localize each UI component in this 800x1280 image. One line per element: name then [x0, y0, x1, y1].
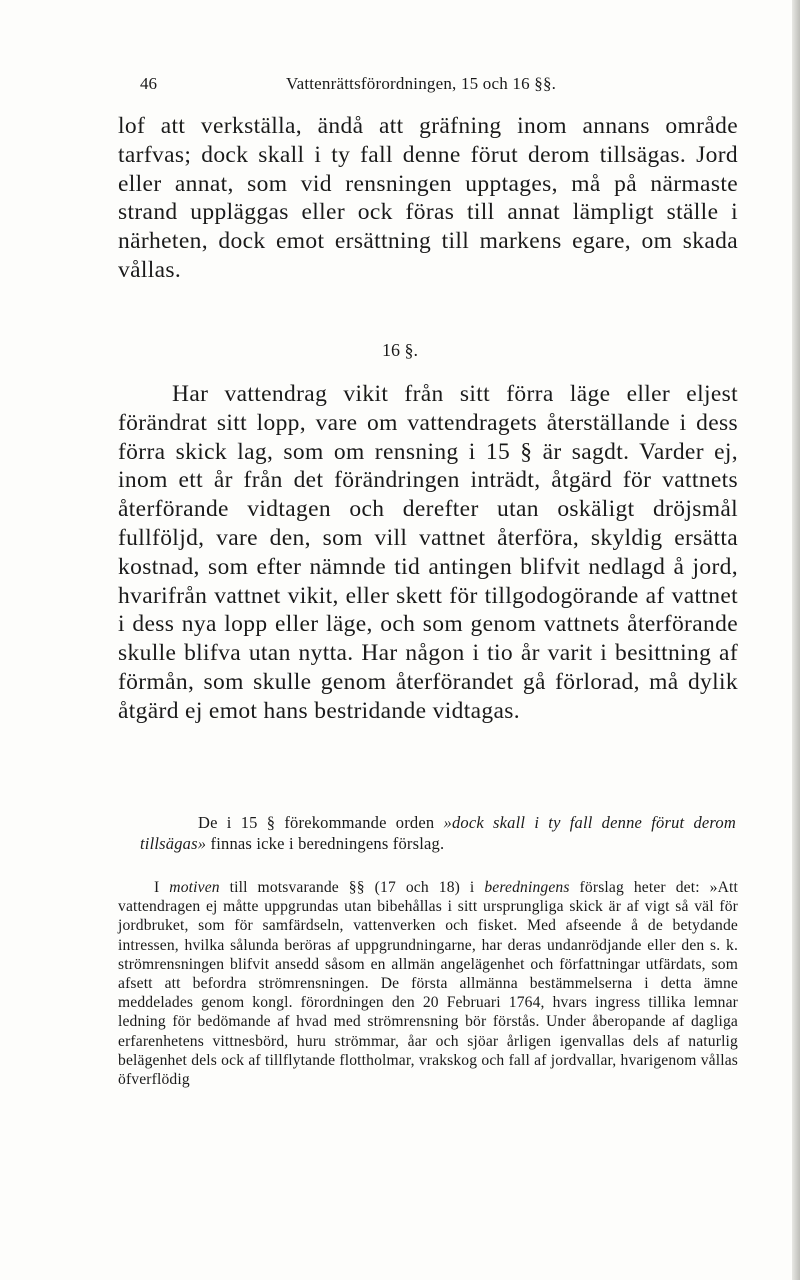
- paragraph-2: [118, 380, 738, 726]
- editorial-note-text: [140, 812, 736, 854]
- commentary-beredningens: beredningens: [484, 879, 570, 896]
- running-title: Vattenrättsförordningen, 15 och 16 §§.: [286, 74, 557, 93]
- paragraph-1: [118, 112, 738, 285]
- commentary-part-3: förslag heter det: »Att vattendragen ej måtte uppgrundas utan bibehållas i sitt ursprungliga skick är af vigt så väl för jordbruket, som för samfärdseln, vattenverken och fisket. Med afseende å de betydande intressen, hvilka sålunda beröras af uppgrundningarne, har deras undanrödjande eller den s. k. strömrensningen blifvit ansedd såsom en allmän angelägenhet och författningar utfärdats, som afsett att befordra strömrensningen. De första allmänna bestämmelserna i detta ämne meddelades genom kongl. förordningen den 20 Februari 1764, hvars ingress tillika lemnar ledning för bedömande af hvad med strömrensning bör förstås. Under åberopande af dagliga erfarenhetens vittnesbörd, huru strömmar, åar och sjöar årligen igenvallas dels af naturlig belägenhet dels ock af tillflytande flottholmar, vrakskog och fall af jordvallar, hvarigenom vållas öfverflödig: [118, 879, 738, 1089]
- commentary-part-2: till motsvarande §§ (17 och 18) i: [219, 879, 485, 896]
- editorial-note: [140, 812, 736, 854]
- commentary-motiven: motiven: [169, 879, 220, 896]
- note-quote: »dock skall i ty fall denne förut derom tillsägas»: [140, 813, 737, 853]
- page-number: 46: [140, 74, 157, 93]
- section-heading: 16 §.: [382, 340, 418, 360]
- paragraph-1-text: lof att verkställa, ändå att gräfning inom annans område tarfvas; dock skall i ty fall denne förut derom tillsägas. Jord eller annat, som vid rensningen upptages, må på närmaste strand uppläggas eller ock föras till annat lämpligt ställe i närheten, dock emot ersättning till markens egare, om skada vållas.: [118, 113, 738, 283]
- commentary-part-1: I: [154, 879, 170, 896]
- commentary: [118, 878, 738, 1089]
- paragraph-2-text: Har vattendrag vikit från sitt förra läge eller eljest förändrat sitt lopp, vare om vattendragets återställande i dess förra skick lag, som om rensning i 15 § är sagdt. Varder ej, inom ett år från det förändringen inträdt, åtgärd för vattnets återförande vidtagen och derefter utan oskäligt dröjsmål fullföljd, vare den, som vill vattnet återföra, skyldig ersätta kostnad, som efter nämnde tid antingen blifvit nedlagd å jord, hvarifrån vattnet vikit, eller skett för tillgodogörande af vattnet i dess nya lopp eller läge, och som genom vattnets återförande skulle blifva utan nytta. Har någon i tio år varit i besittning af förmån, som skulle genom återförandet gå förlorad, må dylik åtgärd ej emot hans bestridande vidtagas.: [118, 381, 738, 724]
- page-header: [140, 74, 740, 98]
- note-after: finnas icke i beredningens förslag.: [206, 834, 445, 853]
- page-edge-shadow: [792, 0, 800, 1280]
- commentary-text: [118, 878, 738, 1089]
- note-before: De i 15 § förekommande orden: [198, 813, 444, 832]
